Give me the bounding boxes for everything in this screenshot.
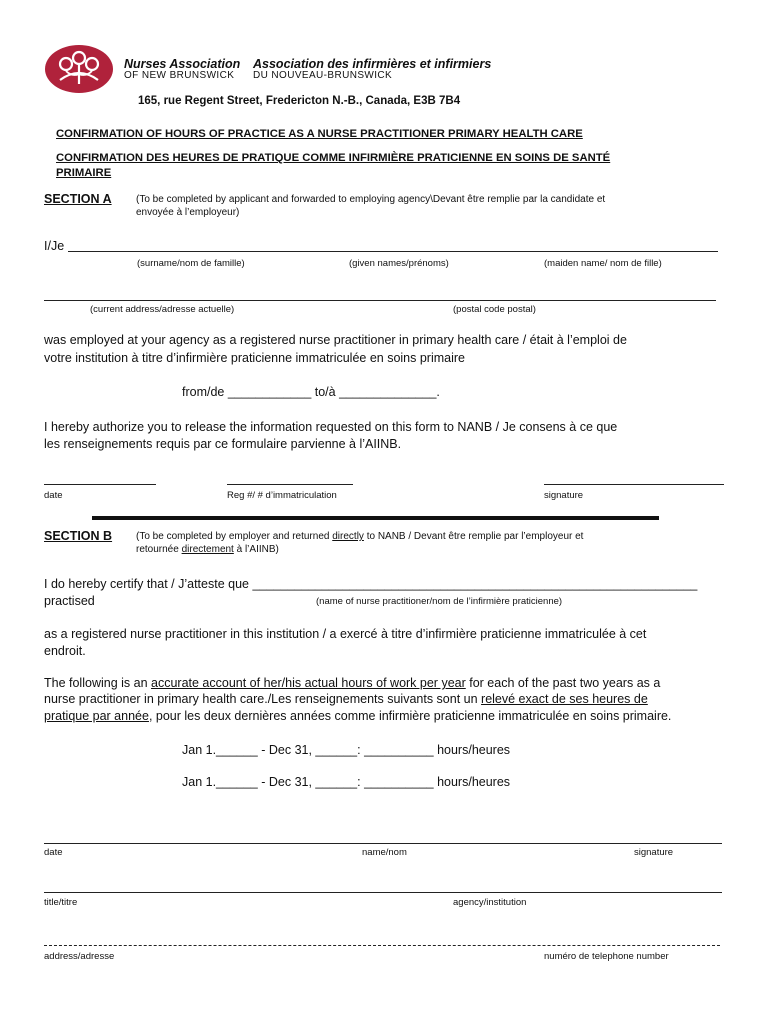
following3-underlined: pratique par année — [44, 709, 149, 723]
org-address: 165, rue Regent Street, Fredericton N.-B., Canada, E3B 7B4 — [138, 95, 461, 107]
following-text-2 — [44, 692, 648, 706]
page-title-fr: CONFIRMATION DES HEURES DE PRATIQUE COMME INFIRMIÈRE PRATICIENNE EN SOINS DE SANTÉ — [56, 152, 611, 164]
title-agency-field[interactable] — [44, 892, 722, 893]
authorize-text: I hereby authorize you to release the information requested on this form to NANB / Je consens à ce que — [44, 420, 618, 434]
section-b-instructions-2 — [136, 544, 279, 555]
following3-post: , pour les deux dernières années comme infirmière praticienne immatriculée en soins primaire. — [148, 709, 672, 723]
section-b-instr-directly: directly — [332, 531, 364, 542]
agency-caption: agency/institution — [453, 897, 527, 908]
section-b-instr2-directement: directement — [181, 544, 234, 555]
date-caption-a: date — [44, 490, 63, 501]
org-name-fr: Association des infirmières et infirmiers — [253, 57, 492, 71]
date-field-a[interactable] — [44, 484, 156, 485]
signature-caption-a: signature — [544, 490, 584, 501]
section-a-instructions: (To be completed by applicant and forwarded to employing agency\Devant être remplie par la candidate et — [136, 194, 606, 205]
section-b-instructions — [136, 531, 583, 542]
section-b-instr2-pre: retournée — [136, 544, 182, 555]
section-b-instr-pre: (To be completed by employer and returned — [136, 531, 333, 542]
address-phone-field[interactable] — [44, 945, 720, 946]
surname-caption: (surname/nom de famille) — [137, 258, 245, 269]
org-name-en: Nurses Association — [124, 57, 241, 71]
as-registered-text: as a registered nurse practitioner in this institution / a exercé à titre d’infirmière praticienne immatriculée à cet — [44, 627, 647, 641]
section-b-instr2-post: à l’AIINB) — [233, 544, 279, 555]
following-text — [44, 676, 660, 690]
following2-underlined: relevé exact de ses heures de — [481, 692, 648, 706]
nanb-logo — [44, 44, 114, 94]
following-pre: The following is an — [44, 676, 152, 690]
current-address-caption: (current address/adresse actuelle) — [90, 304, 235, 315]
employed-text-2: votre institution à titre d’infirmière praticienne immatriculée en soins primaire — [44, 351, 466, 365]
maiden-name-caption: (maiden name/ nom de fille) — [544, 258, 662, 269]
title-caption: title/titre — [44, 897, 78, 908]
from-to-field[interactable]: from/de ____________ to/à ______________. — [182, 385, 440, 399]
signature-caption-b: signature — [634, 847, 674, 858]
hours-year-2[interactable]: Jan 1.______ - Dec 31, ______: __________ hours/heures — [182, 775, 511, 789]
page-title: CONFIRMATION OF HOURS OF PRACTICE AS A NURSE PRACTITIONER PRIMARY HEALTH CARE — [56, 128, 583, 140]
employed-text: was employed at your agency as a registered nurse practitioner in primary health care / était à l’emploi de — [44, 333, 627, 347]
name-caption-b: name/nom — [362, 847, 407, 858]
org-name-en-sub: OF NEW BRUNSWICK — [124, 70, 235, 81]
phone-caption: numéro de telephone number — [544, 951, 669, 962]
ije-label: I/Je — [44, 239, 65, 253]
given-names-caption: (given names/prénoms) — [349, 258, 449, 269]
section-divider — [92, 516, 659, 520]
following2-pre: nurse practitioner in primary health care./Les renseignements suivants sont un — [44, 692, 482, 706]
section-b-instr-mid: to NANB / Devant être remplie par l’employeur et — [363, 531, 584, 542]
section-b-label: SECTION B — [44, 529, 113, 543]
signature-field-a[interactable] — [544, 484, 724, 485]
logo-emblem-icon — [44, 44, 114, 94]
address-caption-b: address/adresse — [44, 951, 115, 962]
hours-year-1[interactable]: Jan 1.______ - Dec 31, ______: __________ hours/heures — [182, 743, 511, 757]
practised-text: practised — [44, 594, 95, 608]
org-name-fr-sub: DU NOUVEAU-BRUNSWICK — [253, 70, 393, 81]
np-name-caption: (name of nurse practitioner/nom de l’infirmière praticienne) — [316, 596, 563, 607]
certify-field[interactable]: I do hereby certify that / J’atteste que ________________________________________________________________ — [44, 577, 698, 591]
name-field[interactable] — [68, 251, 718, 252]
page-title-fr-2: PRIMAIRE — [56, 167, 112, 179]
as-registered-text-2: endroit. — [44, 644, 86, 658]
postal-code-caption: (postal code postal) — [453, 304, 536, 315]
authorize-text-2: les renseignements requis par ce formulaire parvienne à l’AIINB. — [44, 437, 402, 451]
following-underlined: accurate account of her/his actual hours of work per year — [151, 676, 466, 690]
reg-field[interactable] — [227, 484, 353, 485]
date-name-signature-field[interactable] — [44, 843, 722, 844]
following-text-3 — [44, 709, 671, 723]
section-a-instructions-2: envoyée à l’employeur) — [136, 207, 240, 218]
section-a-label: SECTION A — [44, 192, 112, 206]
following-post: for each of the past two years as a — [465, 676, 661, 690]
reg-caption: Reg #/ # d’immatriculation — [227, 490, 337, 501]
address-field[interactable] — [44, 300, 716, 301]
date-caption-b: date — [44, 847, 63, 858]
